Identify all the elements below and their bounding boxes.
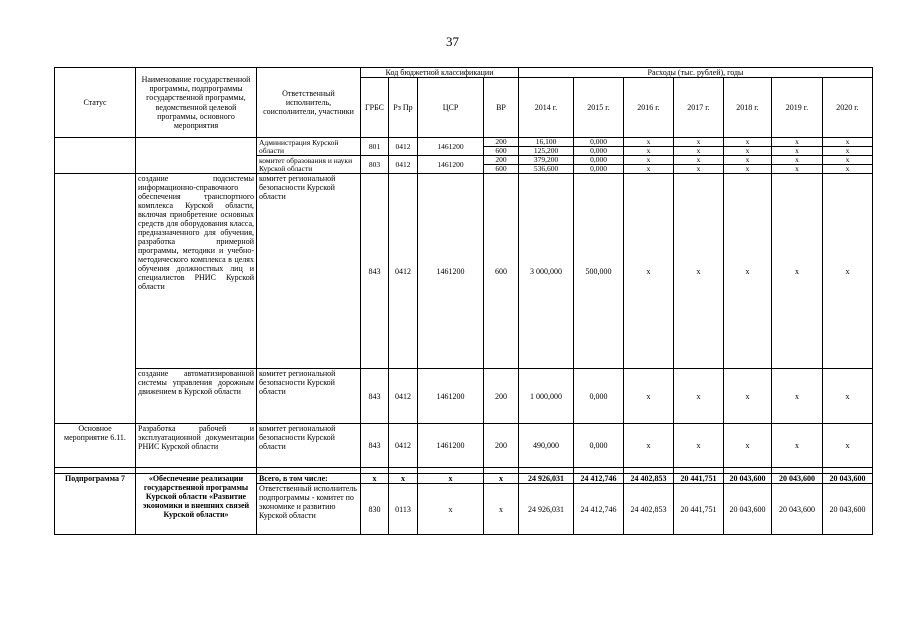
rzpr-cell: 0113 [389, 484, 418, 535]
value-2020: x [823, 424, 873, 468]
csr-cell: x [418, 474, 484, 484]
executor-traffic-system: комитет региональной безопасности Курской области [257, 369, 361, 424]
value-2019: x [772, 424, 823, 468]
value-2017: x [674, 138, 724, 147]
header-vr: ВР [484, 78, 519, 138]
table-row-activity-6-11 [55, 424, 873, 468]
csr-education: 1461200 [418, 156, 484, 174]
value-2016: x [624, 156, 674, 165]
value-2017: x [674, 174, 724, 369]
value-2017: 20 441,751 [674, 474, 724, 484]
value-2020: x [823, 156, 873, 165]
value-2019: x [772, 147, 823, 156]
value-2014: 379,200 [519, 156, 574, 165]
value-2019: x [772, 165, 823, 174]
value-2016: x [624, 424, 674, 468]
vr-cell: 200 [484, 138, 519, 147]
name-info-subsystem: создание подсистемы информационно-справочного обеспечения транспортного комплекса Курской области, включая приобретение основных средств для оборудования класса, предназначенного для обучения, разработка примерной программы, методики и учебно-методического комплекса в целях обучения должностных лиц и специалистов РНИС Курской области [136, 174, 257, 369]
name-traffic-system: создание автоматизированной системы управления дорожным движением в Курской области [136, 369, 257, 424]
executor-responsible: Ответственный исполнитель подпрограммы - комитет по экономике и развитию Курской области [257, 484, 361, 535]
value-2014: 490,000 [519, 424, 574, 468]
value-2017: x [674, 424, 724, 468]
grbs-cell: 843 [361, 369, 389, 424]
rzpr-education: 0412 [389, 156, 418, 174]
value-2019: 20 043,600 [772, 484, 823, 535]
rzpr-cell: 0412 [389, 369, 418, 424]
value-2019: x [772, 174, 823, 369]
vr-cell: 200 [484, 424, 519, 468]
status-activity-6-11: Основное мероприятие 6.11. [55, 424, 136, 468]
grbs-education: 803 [361, 156, 389, 174]
value-2016: x [624, 165, 674, 174]
value-2014: 1 000,000 [519, 369, 574, 424]
value-2018: x [724, 369, 772, 424]
table-row-admin-200 [55, 138, 873, 147]
grbs-admin: 801 [361, 138, 389, 156]
value-2017: x [674, 165, 724, 174]
value-2017: x [674, 156, 724, 165]
rzpr-cell: 0412 [389, 424, 418, 468]
value-2016: x [624, 369, 674, 424]
value-2020: x [823, 165, 873, 174]
grbs-cell: 830 [361, 484, 389, 535]
name-cell-empty [136, 138, 257, 174]
vr-cell: 200 [484, 156, 519, 165]
value-2014: 24 926,031 [519, 484, 574, 535]
value-2020: x [823, 147, 873, 156]
page-number: 37 [446, 34, 459, 49]
value-2015: 0,000 [574, 147, 624, 156]
header-executor: Ответственный исполнитель, соисполнители, участники [257, 68, 361, 138]
csr-admin: 1461200 [418, 138, 484, 156]
header-rzpr: Рз Пр [389, 78, 418, 138]
name-subprogram-7: «Обеспечение реализации государственной программы Курской области «Развитие экономики и внешних связей Курской области» [136, 474, 257, 535]
header-budget-code: Код бюджетной классификации [361, 68, 519, 78]
header-year-2014: 2014 г. [519, 78, 574, 138]
header-csr: ЦСР [418, 78, 484, 138]
table-row-traffic-system [55, 369, 873, 424]
value-2014: 3 000,000 [519, 174, 574, 369]
vr-cell: 600 [484, 165, 519, 174]
rzpr-admin: 0412 [389, 138, 418, 156]
header-year-2019: 2019 г. [772, 78, 823, 138]
value-2017: x [674, 369, 724, 424]
value-2018: 20 043,600 [724, 484, 772, 535]
csr-cell: x [418, 484, 484, 535]
header-status: Статус [55, 68, 136, 138]
status-subprogram-7: Подпрограмма 7 [55, 474, 136, 535]
value-2018: x [724, 138, 772, 147]
executor-total: Всего, в том числе: [257, 474, 361, 484]
executor-activity-6-11: комитет региональной безопасности Курской области [257, 424, 361, 468]
value-2019: x [772, 369, 823, 424]
table-row-subprogram-7-total [55, 474, 873, 484]
csr-cell: 1461200 [418, 174, 484, 369]
csr-cell: 1461200 [418, 424, 484, 468]
value-2014: 24 926,031 [519, 474, 574, 484]
value-2015: 0,000 [574, 156, 624, 165]
value-2016: 24 402,853 [624, 484, 674, 535]
grbs-cell: 843 [361, 174, 389, 369]
budget-table [54, 67, 873, 535]
executor-admin: Администрация Курской области [257, 138, 361, 156]
value-2017: x [674, 147, 724, 156]
value-2020: x [823, 174, 873, 369]
grbs-cell: 843 [361, 424, 389, 468]
value-2015: 0,000 [574, 369, 624, 424]
value-2014: 16,100 [519, 138, 574, 147]
value-2015: 500,000 [574, 174, 624, 369]
value-2015: 0,000 [574, 165, 624, 174]
header-year-2018: 2018 г. [724, 78, 772, 138]
value-2015: 0,000 [574, 424, 624, 468]
executor-education: комитет образования и науки Курской области [257, 156, 361, 174]
name-activity-6-11: Разработка рабочей и эксплуатационной документации РНИС Курской области [136, 424, 257, 468]
rzpr-cell: 0412 [389, 174, 418, 369]
grbs-cell: x [361, 474, 389, 484]
value-2015: 24 412,746 [574, 474, 624, 484]
header-expenses: Расходы (тыс. рублей), годы [519, 68, 873, 78]
vr-cell: 200 [484, 369, 519, 424]
status-cell-empty [55, 138, 136, 174]
value-2016: x [624, 147, 674, 156]
value-2016: x [624, 138, 674, 147]
value-2020: 20 043,600 [823, 484, 873, 535]
header-year-2020: 2020 г. [823, 78, 873, 138]
vr-cell: 600 [484, 147, 519, 156]
value-2018: x [724, 174, 772, 369]
executor-info-subsystem: комитет региональной безопасности Курской области [257, 174, 361, 369]
value-2020: x [823, 138, 873, 147]
header-name: Наименование государственной программы, подпрограммы государственной программы, ведомственной целевой программы, основного мероприятия [136, 68, 257, 138]
table-row-info-subsystem [55, 174, 873, 369]
vr-cell: x [484, 474, 519, 484]
value-2017: 20 441,751 [674, 484, 724, 535]
header-grbs: ГРБС [361, 78, 389, 138]
value-2020: 20 043,600 [823, 474, 873, 484]
header-year-2016: 2016 г. [624, 78, 674, 138]
value-2019: x [772, 138, 823, 147]
value-2014: 125,200 [519, 147, 574, 156]
value-2018: x [724, 156, 772, 165]
vr-cell: x [484, 484, 519, 535]
csr-cell: 1461200 [418, 369, 484, 424]
value-2015: 24 412,746 [574, 484, 624, 535]
header-row-1 [55, 68, 873, 78]
value-2018: x [724, 165, 772, 174]
value-2016: x [624, 174, 674, 369]
value-2014: 536,600 [519, 165, 574, 174]
vr-cell: 600 [484, 174, 519, 369]
header-year-2017: 2017 г. [674, 78, 724, 138]
value-2015: 0,000 [574, 138, 624, 147]
value-2019: x [772, 156, 823, 165]
value-2018: x [724, 147, 772, 156]
value-2018: x [724, 424, 772, 468]
value-2019: 20 043,600 [772, 474, 823, 484]
status-cell-empty [55, 174, 136, 424]
value-2016: 24 402,853 [624, 474, 674, 484]
rzpr-cell: x [389, 474, 418, 484]
value-2020: x [823, 369, 873, 424]
header-year-2015: 2015 г. [574, 78, 624, 138]
value-2018: 20 043,600 [724, 474, 772, 484]
